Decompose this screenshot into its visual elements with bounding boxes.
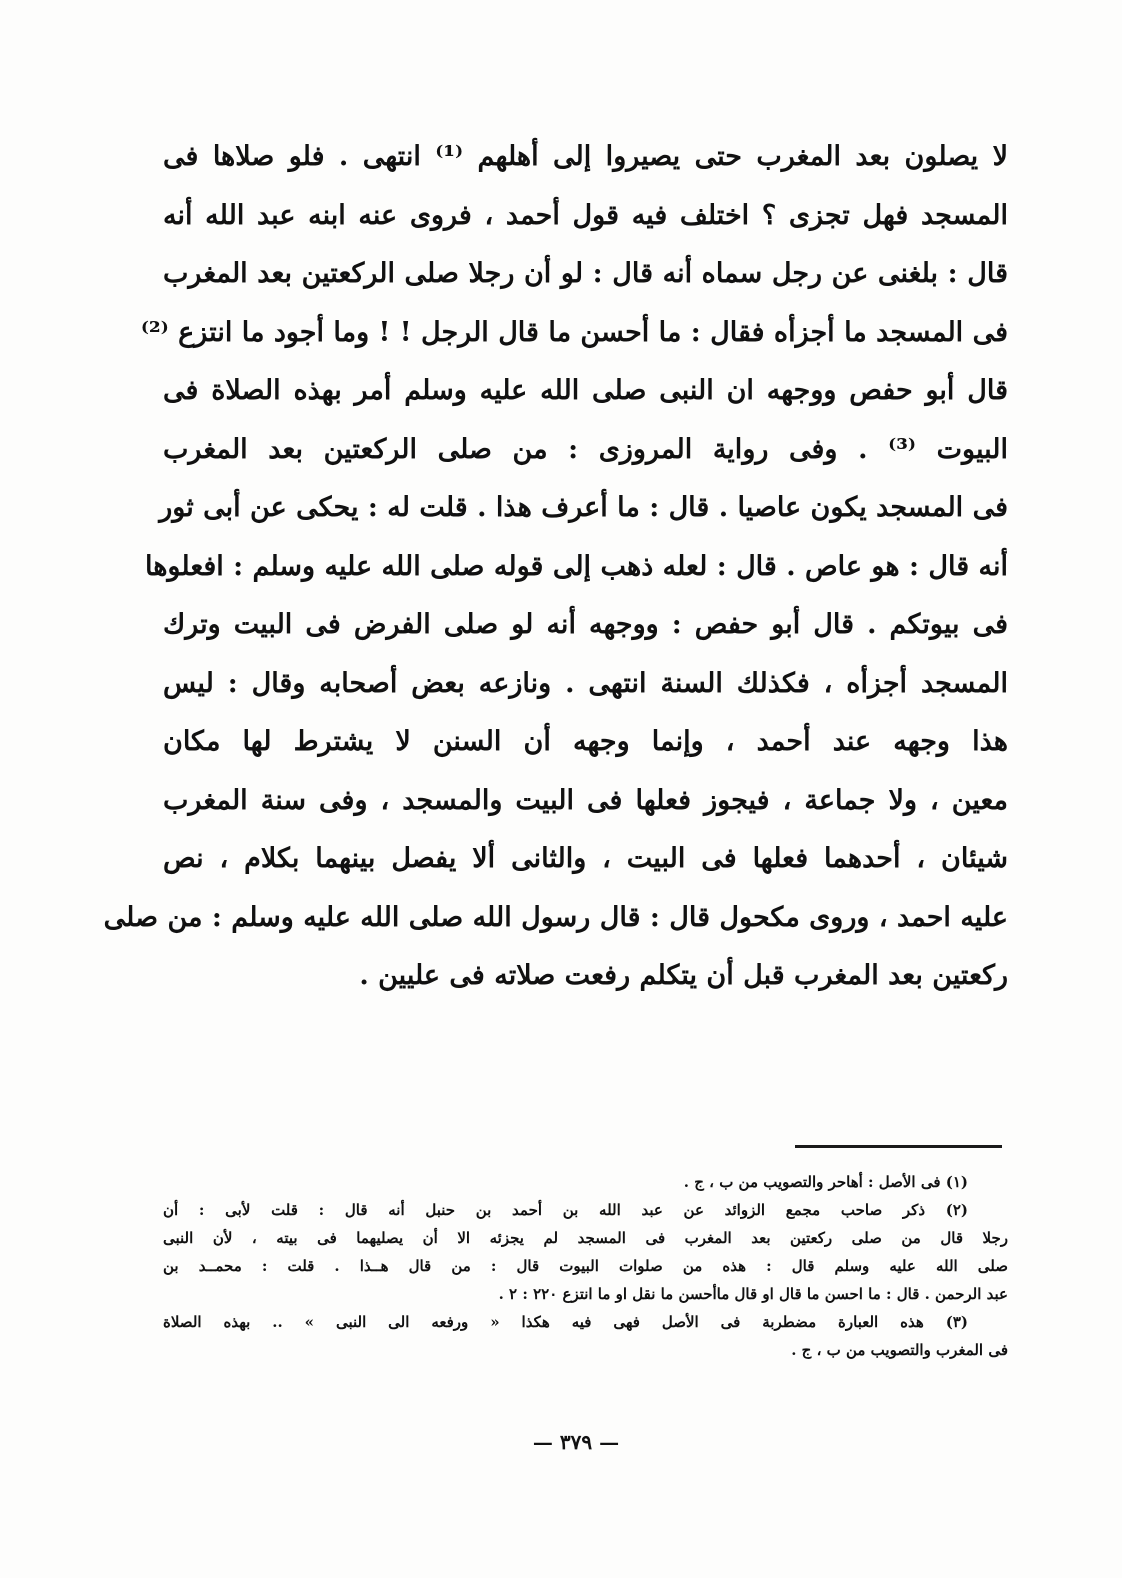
text-line: البيوت ⁽³⁾ . وفى رواية المروزى : من صلى الركعتين بعد المغرب	[163, 433, 1008, 465]
text-line: لا يصلون بعد المغرب حتى يصيروا إلى أهلهم ⁽¹⁾ انتهى . فلو صلاها فى	[163, 141, 1008, 172]
text-line: شيئان ، أحدهما فعلها فى البيت ، والثانى ألا يفصل بينهما بكلام ، نص	[163, 843, 1008, 874]
footnote-line: عبد الرحمن . قال : ما احسن ما قال او قال ماأحسن ما نقل او ما انتزع ٢٢٠ : ٢ .	[498, 1285, 1008, 1303]
footnote-line: (٢) ذكر صاحب مجمع الزوائد عن عبد الله بن أحمد بن حنبل أنه قال : قلت لأبى : أن	[163, 1201, 968, 1219]
text-line: المسجد فهل تجزى ؟ اختلف فيه قول أحمد ، فروى عنه ابنه عبد الله أنه	[163, 199, 1008, 231]
text-line: فى بيوتكم . قال أبو حفص : ووجهه أنه لو صلى الفرض فى البيت وترك	[163, 609, 1008, 640]
text-line: ركعتين بعد المغرب قبل أن يتكلم رفعت صلاته فى عليين .	[359, 960, 1008, 991]
text-line: فى المسجد ما أجزأه فقال : ما أحسن ما قال الرجل ! ! وما أجود ما انتزع ⁽²⁾	[140, 316, 1008, 348]
main-text-block	[103, 128, 1008, 1006]
text-line: قال أبو حفص ووجهه ان النبى صلى الله عليه وسلم أمر بهذه الصلاة فى	[163, 375, 1008, 406]
text-line: أنه قال : هو عاص . قال : لعله ذهب إلى قوله صلى الله عليه وسلم : افعلوها	[144, 550, 1008, 582]
text-line: عليه احمد ، وروى مكحول قال : قال رسول الله صلى الله عليه وسلم : من صلى	[103, 901, 1008, 933]
page-number: — ٣٧٩ —	[532, 1430, 620, 1454]
text-line: هذا وجهه عند أحمد ، وإنما وجهه أن السنن لا يشترط لها مكان	[163, 726, 1008, 757]
footnote-line: صلى الله عليه وسلم قال : هذه من صلوات البيوت قال : من قال هــذا . قلت : محمــد بن	[163, 1257, 1008, 1275]
footnote-line: (٣) هذه العبارة مضطربة فى الأصل فهى فيه هكذا « ورفعه الى النبى » .. بهذه الصلاة	[163, 1313, 968, 1331]
footnote-line: (١) فى الأصل : أهاحر والتصويب من ب ، ج .	[683, 1173, 968, 1191]
text-line: المسجد أجزأه ، فكذلك السنة انتهى . ونازعه بعض أصحابه وقال : ليس	[163, 667, 1008, 699]
footnote-line: رجلا قال من صلى ركعتين بعد المغرب فى المسجد لم يجزئه الا أن يصليهما فى بيته ، لأن النبى	[163, 1229, 1008, 1247]
footnote-separator	[795, 1145, 1002, 1148]
footnotes-block	[163, 1168, 1008, 1364]
footnote-line: فى المغرب والتصويب من ب ، ج .	[791, 1341, 1008, 1359]
text-line: فى المسجد يكون عاصيا . قال : ما أعرف هذا . قلت له : يحكى عن أبى ثور	[159, 492, 1008, 523]
text-line: قال : بلغنى عن رجل سماه أنه قال : لو أن رجلا صلى الركعتين بعد المغرب	[163, 258, 1008, 289]
text-line: معين ، ولا جماعة ، فيجوز فعلها فى البيت والمسجد ، وفى سنة المغرب	[163, 784, 1008, 816]
